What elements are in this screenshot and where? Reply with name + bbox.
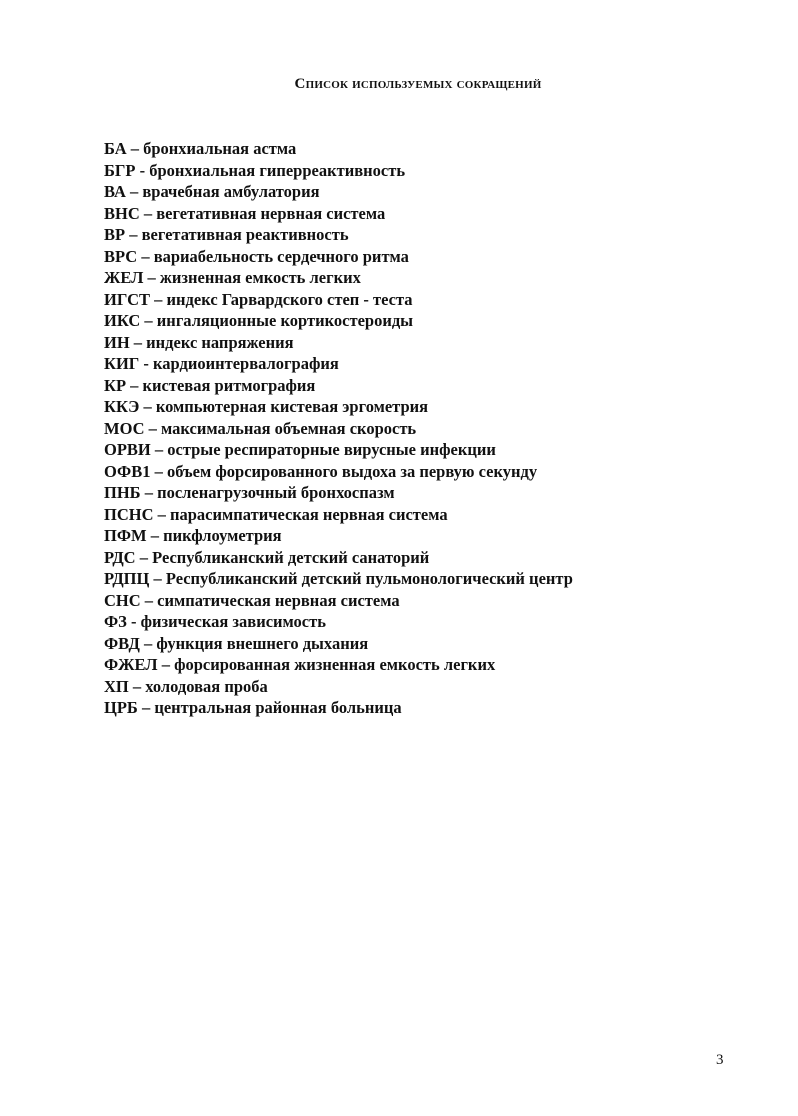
abbreviation-item: ИГСТ – индекс Гарвардского степ - теста xyxy=(104,289,413,309)
abbreviation-item: ИКС – ингаляционные кортикостероиды xyxy=(104,311,414,330)
page-title: Список используемых сокращений xyxy=(294,76,542,92)
abbreviation-item: КИГ - кардиоинтервалография xyxy=(104,354,339,373)
abbreviation-item: СНС – симпатическая нервная система xyxy=(104,590,400,610)
abbreviation-item: ВНС – вегетативная нервная система xyxy=(104,203,386,223)
page-number: 3 xyxy=(716,1052,724,1068)
abbreviation-item: ПСНС – парасимпатическая нервная система xyxy=(104,504,448,524)
abbreviation-item: ККЭ – компьютерная кистевая эргометрия xyxy=(104,397,429,416)
abbreviation-item: ФЖЕЛ – форсированная жизненная емкость легких xyxy=(104,655,496,674)
abbreviation-item: ВА – врачебная амбулатория xyxy=(104,182,320,201)
abbreviation-item: ФВД – функция внешнего дыхания xyxy=(104,633,369,653)
abbreviation-item: КР – кистевая ритмография xyxy=(104,375,316,395)
abbreviation-item: ФЗ - физическая зависимость xyxy=(104,612,326,631)
abbreviation-item: ПФМ – пикфлоуметрия xyxy=(104,526,282,545)
abbreviation-item: ПНБ – посленагрузочный бронхоспазм xyxy=(104,483,395,502)
abbreviation-item: ИН – индекс напряжения xyxy=(104,332,294,352)
abbreviation-item: ВРС – вариабельность сердечного ритма xyxy=(104,246,409,266)
abbreviation-item: ОФВ1 – объем форсированного выдоха за первую секунду xyxy=(104,461,538,481)
abbreviation-item: РДС – Республиканский детский санаторий xyxy=(104,547,430,567)
abbreviation-list xyxy=(104,138,573,719)
abbreviation-item: ОРВИ – острые респираторные вирусные инфекции xyxy=(104,440,496,459)
abbreviation-item: ЦРБ – центральная районная больница xyxy=(104,698,402,717)
abbreviation-item: ЖЕЛ – жизненная емкость легких xyxy=(104,268,361,287)
abbreviation-item: МОС – максимальная объемная скорость xyxy=(104,418,417,438)
abbreviation-item: ХП – холодовая проба xyxy=(104,676,268,696)
abbreviation-item: РДПЦ – Республиканский детский пульмонологический центр xyxy=(104,569,573,588)
abbreviation-item: БГР - бронхиальная гиперреактивность xyxy=(104,160,406,180)
abbreviation-item: БА – бронхиальная астма xyxy=(104,139,297,158)
abbreviation-item: ВР – вегетативная реактивность xyxy=(104,225,349,244)
